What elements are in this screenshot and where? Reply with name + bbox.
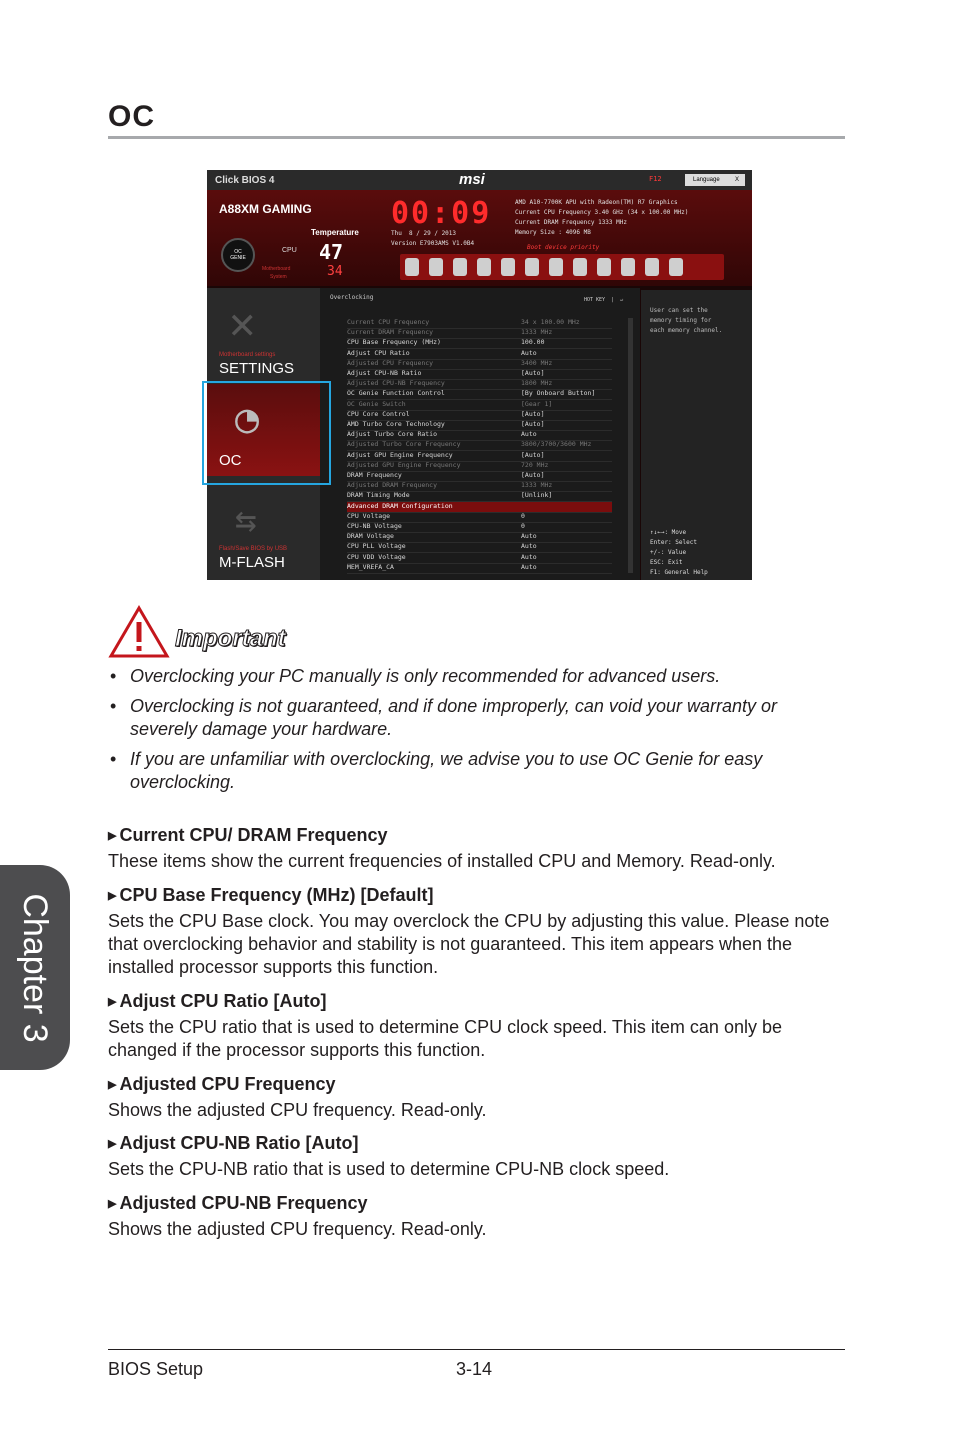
setting-name: Adjusted GPU Engine Frequency [347,460,461,469]
menu-label: OC [219,452,242,469]
footer-divider [108,1349,845,1350]
system-temperature: 34 [327,264,343,279]
section-text: Shows the adjusted CPU frequency. Read-only. [108,1219,487,1239]
chapter-label: Chapter 3 [16,893,54,1043]
setting-name: Adjust Turbo Core Ratio [347,430,438,439]
setting-value: [Auto] [521,471,545,479]
setting-value: 1333 MHz [521,481,553,490]
setting-name: CPU Base Frequency (MHz) [347,338,441,347]
section-heading-text: Adjusted CPU-NB Frequency [119,1193,368,1213]
setting-name: CPU PLL Voltage [347,542,406,551]
sysinfo-line: Current CPU Frequency 3.40 GHz (34 x 100.00 MHz) [515,209,689,216]
setting-name: OC Genie Switch [347,399,406,408]
section-heading: ▶ CPU Base Frequency (MHz) [Default] [108,885,434,905]
setting-name: OC Genie Function Control [347,389,445,398]
important-heading: Important [175,625,286,652]
menu-mflash[interactable] [207,484,320,580]
setting-value: 100.00 [521,338,545,347]
setting-value: Auto [521,552,537,561]
setting-name: Adjusted CPU-NB Frequency [347,379,445,388]
bios-date: Thu 8 / 29 / 2013 [391,230,457,237]
bios-version: Version E7903AMS V1.0B4 [391,240,475,247]
page-number: 3-14 [456,1359,493,1379]
key-help: ↑↓←→: Move Enter: Select +/-: Value ESC: Exit F1: General Help [650,529,708,576]
setting-name: Advanced DRAM Configuration [347,501,453,510]
section-text: Sets the CPU ratio that is used to determine CPU clock speed. This item can only be changed if the processor supports this function. [108,1017,782,1060]
setting-value: [Auto] [521,450,545,459]
settings-scrollbar[interactable] [628,318,633,573]
section-heading: ▶ Current CPU/ DRAM Frequency [108,825,388,845]
bios-brand: Click BIOS 4 [215,175,275,186]
section-heading-text: CPU Base Frequency (MHz) [Default] [119,885,434,905]
bullet-dot: • [110,749,117,769]
setting-value: 1333 MHz [521,328,553,337]
msi-logo: msi [459,171,485,188]
setting-value: 1800 MHz [521,379,553,388]
setting-value: [Auto] [521,420,545,428]
usb-icon: ⇆ [235,500,257,541]
sysinfo-line: AMD A10-7700K APU with Radeon(TM) R7 Graphics [515,199,678,206]
oc-genie-label: OC GENIE [230,249,246,261]
setting-name: Current DRAM Frequency [347,328,434,337]
setting-value: 0 [521,511,525,520]
setting-name: Adjust GPU Engine Frequency [347,450,453,459]
setting-name: Adjust CPU-NB Ratio [347,369,422,377]
cpu-temperature: 47 [319,240,344,264]
setting-name: Current CPU Frequency [347,318,430,326]
boot-device-icon[interactable] [501,258,515,276]
bullet-dot: • [110,666,117,686]
bullet-text: Overclocking your PC manually is only recommended for advanced users. [130,666,721,686]
setting-value: [Gear 1] [521,399,553,408]
section-heading-text: Adjust CPU-NB Ratio [Auto] [119,1133,359,1153]
cpu-temp-label: CPU [282,247,297,254]
boot-device-icon[interactable] [621,258,635,276]
tools-icon: ✕ [229,298,256,349]
boot-device-icon[interactable] [573,258,587,276]
boot-device-icon[interactable] [453,258,467,276]
boot-device-icon[interactable] [429,258,443,276]
boot-device-icon[interactable] [669,258,683,276]
section-text: Sets the CPU-NB ratio that is used to determine CPU-NB clock speed. [108,1159,670,1179]
setting-name: DRAM Frequency [347,471,402,479]
setting-value: Auto [521,430,537,439]
setting-value: [Auto] [521,409,545,418]
setting-name: CPU-NB Voltage [347,522,402,530]
footer-label: BIOS Setup [108,1359,204,1379]
setting-value: 720 MHz [521,460,549,469]
setting-name: Adjusted CPU Frequency [347,358,434,367]
setting-name: DRAM Voltage [347,532,394,541]
bullet-text: Overclocking is not guaranteed, and if done improperly, can void your warranty or severely damage your hardware. [130,696,777,739]
f12-key[interactable]: F12 [649,175,662,183]
section-heading: ▶ Adjusted CPU Frequency [108,1074,336,1094]
board-name: A88XM GAMING [219,202,312,216]
page-title: OC [108,100,155,133]
setting-value: [By Onboard Button] [521,389,596,398]
menu-label: SETTINGS [219,360,295,377]
setting-name: Adjusted DRAM Frequency [347,481,438,490]
setting-value: 34 x 100.00 MHz [521,318,580,326]
bios-top-bar [207,170,752,191]
setting-value: [Auto] [521,369,545,377]
motherboard-label: Motherboard [262,266,291,272]
bullet-dot: • [110,696,117,716]
setting-name: MEM_VREFA_CA [347,562,394,571]
setting-value: 3800/3700/3600 MHz [521,440,592,449]
hotkey-label[interactable]: HOT KEY | ↵ [584,297,624,303]
oc-genie-button[interactable] [221,238,255,272]
bios-help-panel [641,290,752,580]
oc-highlight-box [202,381,331,485]
section-heading: ▶ Adjust CPU Ratio [Auto] [108,991,327,1011]
setting-name: Adjust CPU Ratio [347,348,410,357]
system-info [515,198,688,238]
section-text: Shows the adjusted CPU frequency. Read-only. [108,1100,487,1120]
bios-clock: 00:09 [391,196,492,231]
boot-priority-label: Boot device priority [527,244,600,251]
menu-label: M-FLASH [219,554,285,571]
boot-device-icon[interactable] [597,258,611,276]
gauge-icon: ◔ [235,396,260,442]
setting-name: CPU Voltage [347,511,391,520]
boot-device-icon[interactable] [549,258,563,276]
setting-name: CPU Core Control [347,409,410,418]
bios-screenshot [207,170,752,580]
sysinfo-line: Memory Size : 4096 MB [515,229,591,236]
menu-sub-label: Motherboard settings [219,352,276,358]
section-title: Overclocking [330,294,374,301]
section-heading-text: Adjust CPU Ratio [Auto] [119,991,327,1011]
boot-device-icon[interactable] [405,258,419,276]
close-button[interactable]: X [734,177,739,183]
language-button[interactable] [685,174,745,186]
temperature-label: Temperature [311,228,359,237]
language-label: Language [693,177,720,183]
section-heading: ▶ Adjusted CPU-NB Frequency [108,1193,368,1213]
section-heading: ▶ Adjust CPU-NB Ratio [Auto] [108,1133,359,1153]
setting-value: Auto [521,562,537,571]
system-label: System [270,274,287,280]
setting-value: Auto [521,532,537,541]
setting-value: Auto [521,348,537,357]
title-divider [108,136,845,139]
setting-name: DRAM Timing Mode [347,491,410,500]
setting-value: Auto [521,542,537,551]
sysinfo-line: Current DRAM Frequency 1333 MHz [515,219,627,226]
menu-sub-label: Flash/Save BIOS by USB [219,546,288,552]
section-text: Sets the CPU Base clock. You may overclock the CPU by adjusting this value. Please note that overclocking behavior and stability is not guaranteed. This item appears when the installed processor supports this function. [108,911,830,977]
setting-value: 3400 MHz [521,358,553,367]
setting-value: 0 [521,522,525,530]
help-text: User can set the memory timing for each memory channel. [650,307,723,334]
section-heading-text: Current CPU/ DRAM Frequency [119,825,388,845]
bullet-text: If you are unfamiliar with overclocking, we advise you to use OC Genie for easy overclocking. [130,749,763,792]
section-text: These items show the current frequencies of installed CPU and Memory. Read-only. [108,851,776,871]
setting-row[interactable] [347,563,612,574]
setting-name: Adjusted Turbo Core Frequency [347,440,461,449]
warning-icon [108,605,170,664]
boot-device-icon[interactable] [645,258,659,276]
boot-device-icon[interactable] [477,258,491,276]
setting-name: CPU VDD Voltage [347,552,406,561]
boot-device-bar[interactable] [400,254,724,280]
setting-value: [Unlink] [521,491,553,500]
menu-settings[interactable] [207,288,320,380]
boot-device-icon[interactable] [525,258,539,276]
setting-name: AMD Turbo Core Technology [347,420,445,428]
section-heading-text: Adjusted CPU Frequency [119,1074,336,1094]
